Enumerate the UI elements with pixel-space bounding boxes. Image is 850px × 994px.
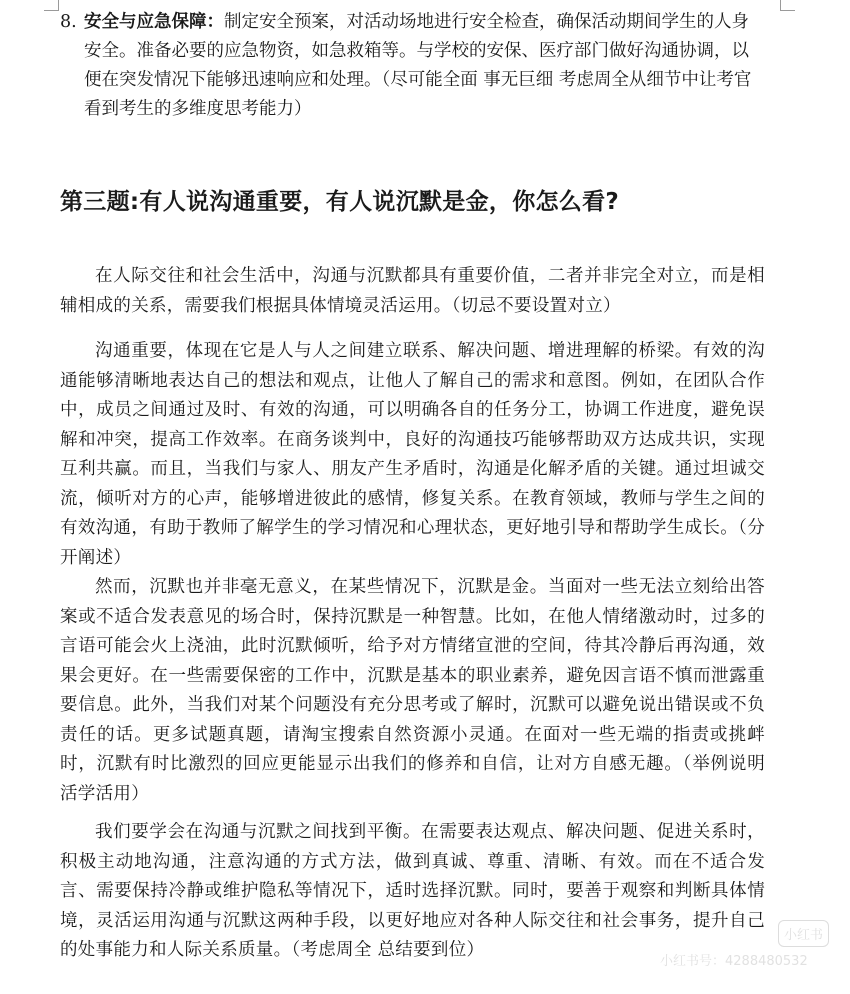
list-item-text: [84, 8, 765, 124]
list-item-number: 8.: [60, 12, 77, 32]
watermark-id: 小红书号：4288480532: [660, 954, 808, 969]
page-corner-mark-left: [44, 0, 59, 11]
question-heading: 第三题:有人说沟通重要，有人说沉默是金，你怎么看?: [60, 189, 620, 215]
answer-paragraph-3: 然而，沉默也并非毫无意义，在某些情况下，沉默是金。当面对一些无法立刻给出答案或不适合发表意见的场合时，保持沉默是一种智慧。比如，在他人情绪激动时，过多的言语可能会火上浇油，此时沉默倾听，给予对方情绪宣泄的空间，待其冷静后再沟通，效果会更好。在一些需要保密的工作中，沉默是基本的职业素养，避免因言语不慎而泄露重要信息。此外，当我们对某个问题没有充分思考或了解时，沉默可以避免说出错误或不负责任的话。更多试题真题，请淘宝搜索自然资源小灵通。在面对一些无端的指责或挑衅时，沉默有时比激烈的回应更能显示出我们的修养和自信，让对方自感无趣。（举例说明 活学活用）: [60, 577, 765, 804]
answer-paragraph-4: 我们要学会在沟通与沉默之间找到平衡。在需要表达观点、解决问题、促进关系时，积极主动地沟通，注意沟通的方式方法，做到真诚、尊重、清晰、有效。而在不适合发言、需要保持冷静或维护隐私等情况下，适时选择沉默。同时，要善于观察和判断具体情境，灵活运用沟通与沉默这两种手段，以更好地应对各种人际交往和社会事务，提升自己的处事能力和人际关系质量。（考虑周全 总结要到位）: [60, 822, 765, 960]
page-corner-mark-right: [780, 0, 795, 11]
list-item-8: [60, 8, 765, 124]
list-item-body: 制定安全预案，对活动场地进行安全检查，确保活动期间学生的人身安全。准备必要的应急物资，如急救箱等。与学校的安保、医疗部门做好沟通协调，以便在突发情况下能够迅速响应和处理。（尽可能全面 事无巨细 考虑周全从细节中让考官看到考生的多维度思考能力）: [84, 12, 752, 119]
watermark-badge: 小红书: [778, 920, 829, 947]
list-item-lead: 安全与应急保障：: [84, 12, 224, 32]
answer-paragraph-2: 沟通重要，体现在它是人与人之间建立联系、解决问题、增进理解的桥梁。有效的沟通能够清晰地表达自己的想法和观点，让他人了解自己的需求和意图。例如，在团队合作中，成员之间通过及时、有效的沟通，可以明确各自的任务分工，协调工作进度，避免误解和冲突，提高工作效率。在商务谈判中，良好的沟通技巧能够帮助双方达成共识，实现互利共赢。而且，当我们与家人、朋友产生矛盾时，沟通是化解矛盾的关键。通过坦诚交流，倾听对方的心声，能够增进彼此的感情，修复关系。在教育领域，教师与学生之间的有效沟通，有助于教师了解学生的学习情况和心理状态，更好地引导和帮助学生成长。（分开阐述）: [60, 341, 765, 568]
answer-paragraph-1: 在人际交往和社会生活中，沟通与沉默都具有重要价值，二者并非完全对立，而是相辅相成的关系，需要我们根据具体情境灵活运用。（切忌不要设置对立）: [60, 266, 765, 316]
